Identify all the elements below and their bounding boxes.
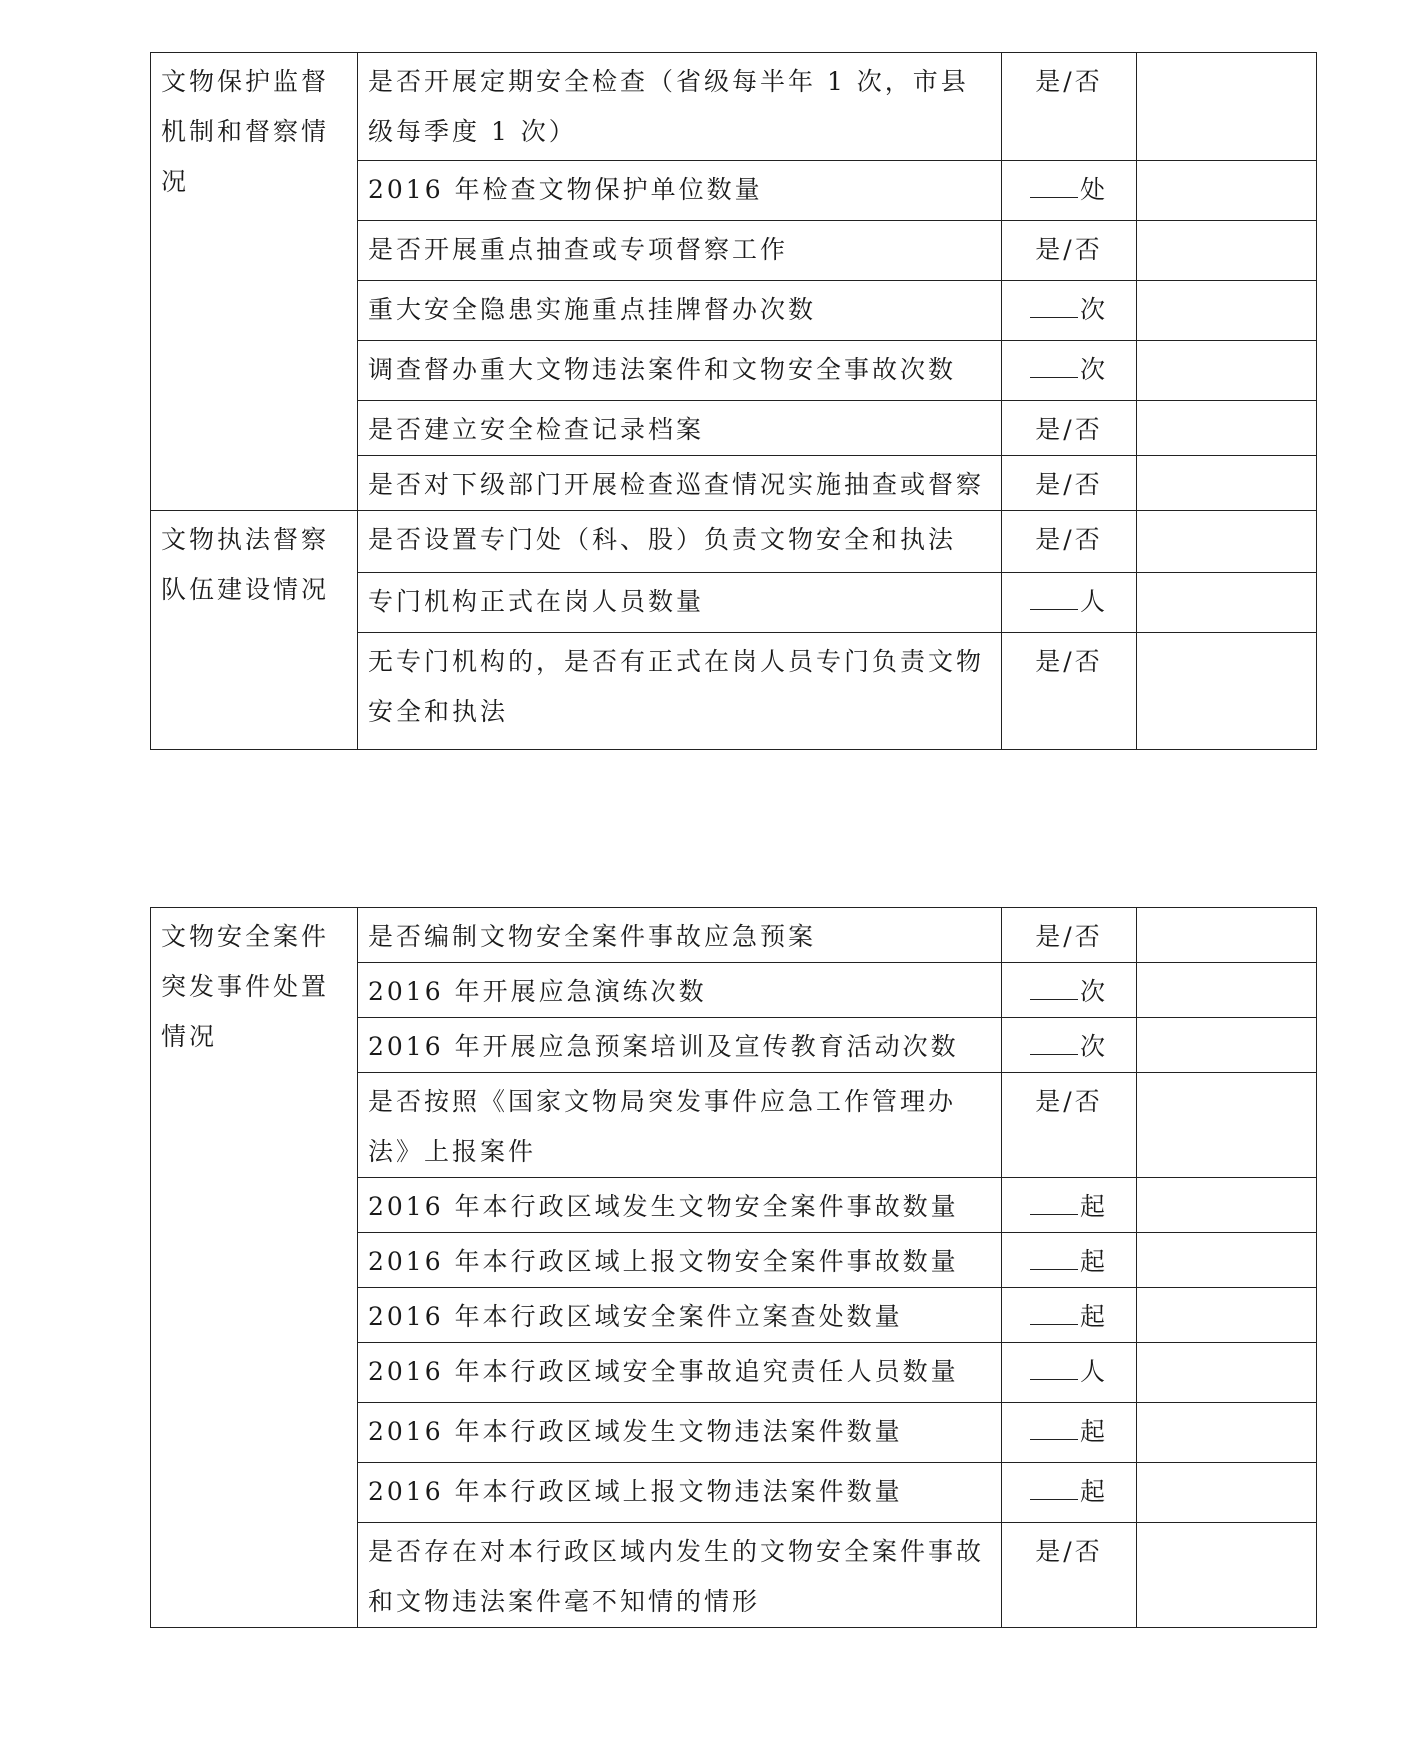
item-cell: 是否对下级部门开展检查巡查情况实施抽查或督察	[358, 456, 1002, 511]
item-cell: 是否按照《国家文物局突发事件应急工作管理办法》上报案件	[358, 1073, 1002, 1178]
unit-label: 人	[1079, 1357, 1108, 1386]
item-cell: 2016 年开展应急演练次数	[358, 963, 1002, 1018]
notes-cell[interactable]	[1137, 1073, 1317, 1178]
notes-cell[interactable]	[1137, 341, 1317, 401]
item-cell: 2016 年本行政区域发生文物违法案件数量	[358, 1403, 1002, 1463]
yes-no-cell[interactable]: 是/否	[1002, 633, 1137, 750]
notes-cell[interactable]	[1137, 1233, 1317, 1288]
fill-blank[interactable]	[1030, 1413, 1078, 1440]
notes-cell[interactable]	[1137, 1018, 1317, 1073]
unit-label: 起	[1079, 1302, 1108, 1331]
fill-blank[interactable]	[1030, 291, 1078, 318]
unit-label: 起	[1079, 1192, 1108, 1221]
category-cell: 文物安全案件突发事件处置情况	[151, 908, 358, 1628]
unit-label: 处	[1079, 175, 1108, 204]
yes-no-cell[interactable]: 是/否	[1002, 456, 1137, 511]
notes-cell[interactable]	[1137, 1178, 1317, 1233]
item-cell: 是否编制文物安全案件事故应急预案	[358, 908, 1002, 963]
fill-blank[interactable]	[1030, 1473, 1078, 1500]
item-cell: 2016 年本行政区域安全案件立案查处数量	[358, 1288, 1002, 1343]
notes-cell[interactable]	[1137, 1463, 1317, 1523]
notes-cell[interactable]	[1137, 281, 1317, 341]
table-row	[151, 511, 1317, 573]
item-cell: 是否开展定期安全检查（省级每半年 1 次，市县级每季度 1 次）	[358, 53, 1002, 161]
notes-cell[interactable]	[1137, 963, 1317, 1018]
item-cell: 2016 年开展应急预案培训及宣传教育活动次数	[358, 1018, 1002, 1073]
yes-no-cell[interactable]: 是/否	[1002, 221, 1137, 281]
yes-no-cell[interactable]: 是/否	[1002, 908, 1137, 963]
fill-blank[interactable]	[1030, 1298, 1078, 1325]
count-cell[interactable]	[1002, 1288, 1137, 1343]
item-cell: 重大安全隐患实施重点挂牌督办次数	[358, 281, 1002, 341]
notes-cell[interactable]	[1137, 908, 1317, 963]
notes-cell[interactable]	[1137, 1523, 1317, 1628]
category-cell: 文物执法督察队伍建设情况	[151, 511, 358, 750]
count-cell[interactable]	[1002, 341, 1137, 401]
unit-label: 人	[1079, 587, 1108, 616]
unit-label: 起	[1079, 1417, 1108, 1446]
yes-no-cell[interactable]: 是/否	[1002, 511, 1137, 573]
category-cell: 文物保护监督机制和督察情况	[151, 53, 358, 511]
unit-label: 次	[1079, 355, 1108, 384]
item-cell: 无专门机构的，是否有正式在岗人员专门负责文物安全和执法	[358, 633, 1002, 750]
unit-label: 次	[1079, 295, 1108, 324]
fill-blank[interactable]	[1030, 171, 1078, 198]
item-cell: 2016 年本行政区域上报文物违法案件数量	[358, 1463, 1002, 1523]
table-row	[151, 53, 1317, 161]
item-cell: 是否建立安全检查记录档案	[358, 401, 1002, 456]
count-cell[interactable]	[1002, 1178, 1137, 1233]
yes-no-cell[interactable]: 是/否	[1002, 401, 1137, 456]
yes-no-cell[interactable]: 是/否	[1002, 1523, 1137, 1628]
notes-cell[interactable]	[1137, 221, 1317, 281]
count-cell[interactable]	[1002, 1233, 1137, 1288]
yes-no-cell[interactable]: 是/否	[1002, 53, 1137, 161]
unit-label: 起	[1079, 1247, 1108, 1276]
count-cell[interactable]	[1002, 1463, 1137, 1523]
unit-label: 次	[1079, 1032, 1108, 1061]
count-cell[interactable]	[1002, 1403, 1137, 1463]
item-cell: 专门机构正式在岗人员数量	[358, 573, 1002, 633]
item-cell: 2016 年本行政区域发生文物安全案件事故数量	[358, 1178, 1002, 1233]
count-cell[interactable]	[1002, 573, 1137, 633]
notes-cell[interactable]	[1137, 573, 1317, 633]
count-cell[interactable]	[1002, 1343, 1137, 1403]
count-cell[interactable]	[1002, 1018, 1137, 1073]
fill-blank[interactable]	[1030, 583, 1078, 610]
notes-cell[interactable]	[1137, 633, 1317, 750]
notes-cell[interactable]	[1137, 161, 1317, 221]
supervision-table	[150, 52, 1317, 750]
notes-cell[interactable]	[1137, 1343, 1317, 1403]
unit-label: 次	[1079, 977, 1108, 1006]
fill-blank[interactable]	[1030, 973, 1078, 1000]
notes-cell[interactable]	[1137, 401, 1317, 456]
count-cell[interactable]	[1002, 161, 1137, 221]
fill-blank[interactable]	[1030, 1243, 1078, 1270]
item-cell: 是否开展重点抽查或专项督察工作	[358, 221, 1002, 281]
fill-blank[interactable]	[1030, 1188, 1078, 1215]
yes-no-cell[interactable]: 是/否	[1002, 1073, 1137, 1178]
fill-blank[interactable]	[1030, 1028, 1078, 1055]
count-cell[interactable]	[1002, 281, 1137, 341]
fill-blank[interactable]	[1030, 351, 1078, 378]
table-row	[151, 908, 1317, 963]
notes-cell[interactable]	[1137, 1288, 1317, 1343]
notes-cell[interactable]	[1137, 511, 1317, 573]
emergency-table	[150, 907, 1317, 1628]
item-cell: 2016 年检查文物保护单位数量	[358, 161, 1002, 221]
item-cell: 是否存在对本行政区域内发生的文物安全案件事故和文物违法案件毫不知情的情形	[358, 1523, 1002, 1628]
notes-cell[interactable]	[1137, 53, 1317, 161]
count-cell[interactable]	[1002, 963, 1137, 1018]
notes-cell[interactable]	[1137, 1403, 1317, 1463]
item-cell: 调查督办重大文物违法案件和文物安全事故次数	[358, 341, 1002, 401]
unit-label: 起	[1079, 1477, 1108, 1506]
item-cell: 是否设置专门处（科、股）负责文物安全和执法	[358, 511, 1002, 573]
fill-blank[interactable]	[1030, 1353, 1078, 1380]
item-cell: 2016 年本行政区域安全事故追究责任人员数量	[358, 1343, 1002, 1403]
notes-cell[interactable]	[1137, 456, 1317, 511]
item-cell: 2016 年本行政区域上报文物安全案件事故数量	[358, 1233, 1002, 1288]
